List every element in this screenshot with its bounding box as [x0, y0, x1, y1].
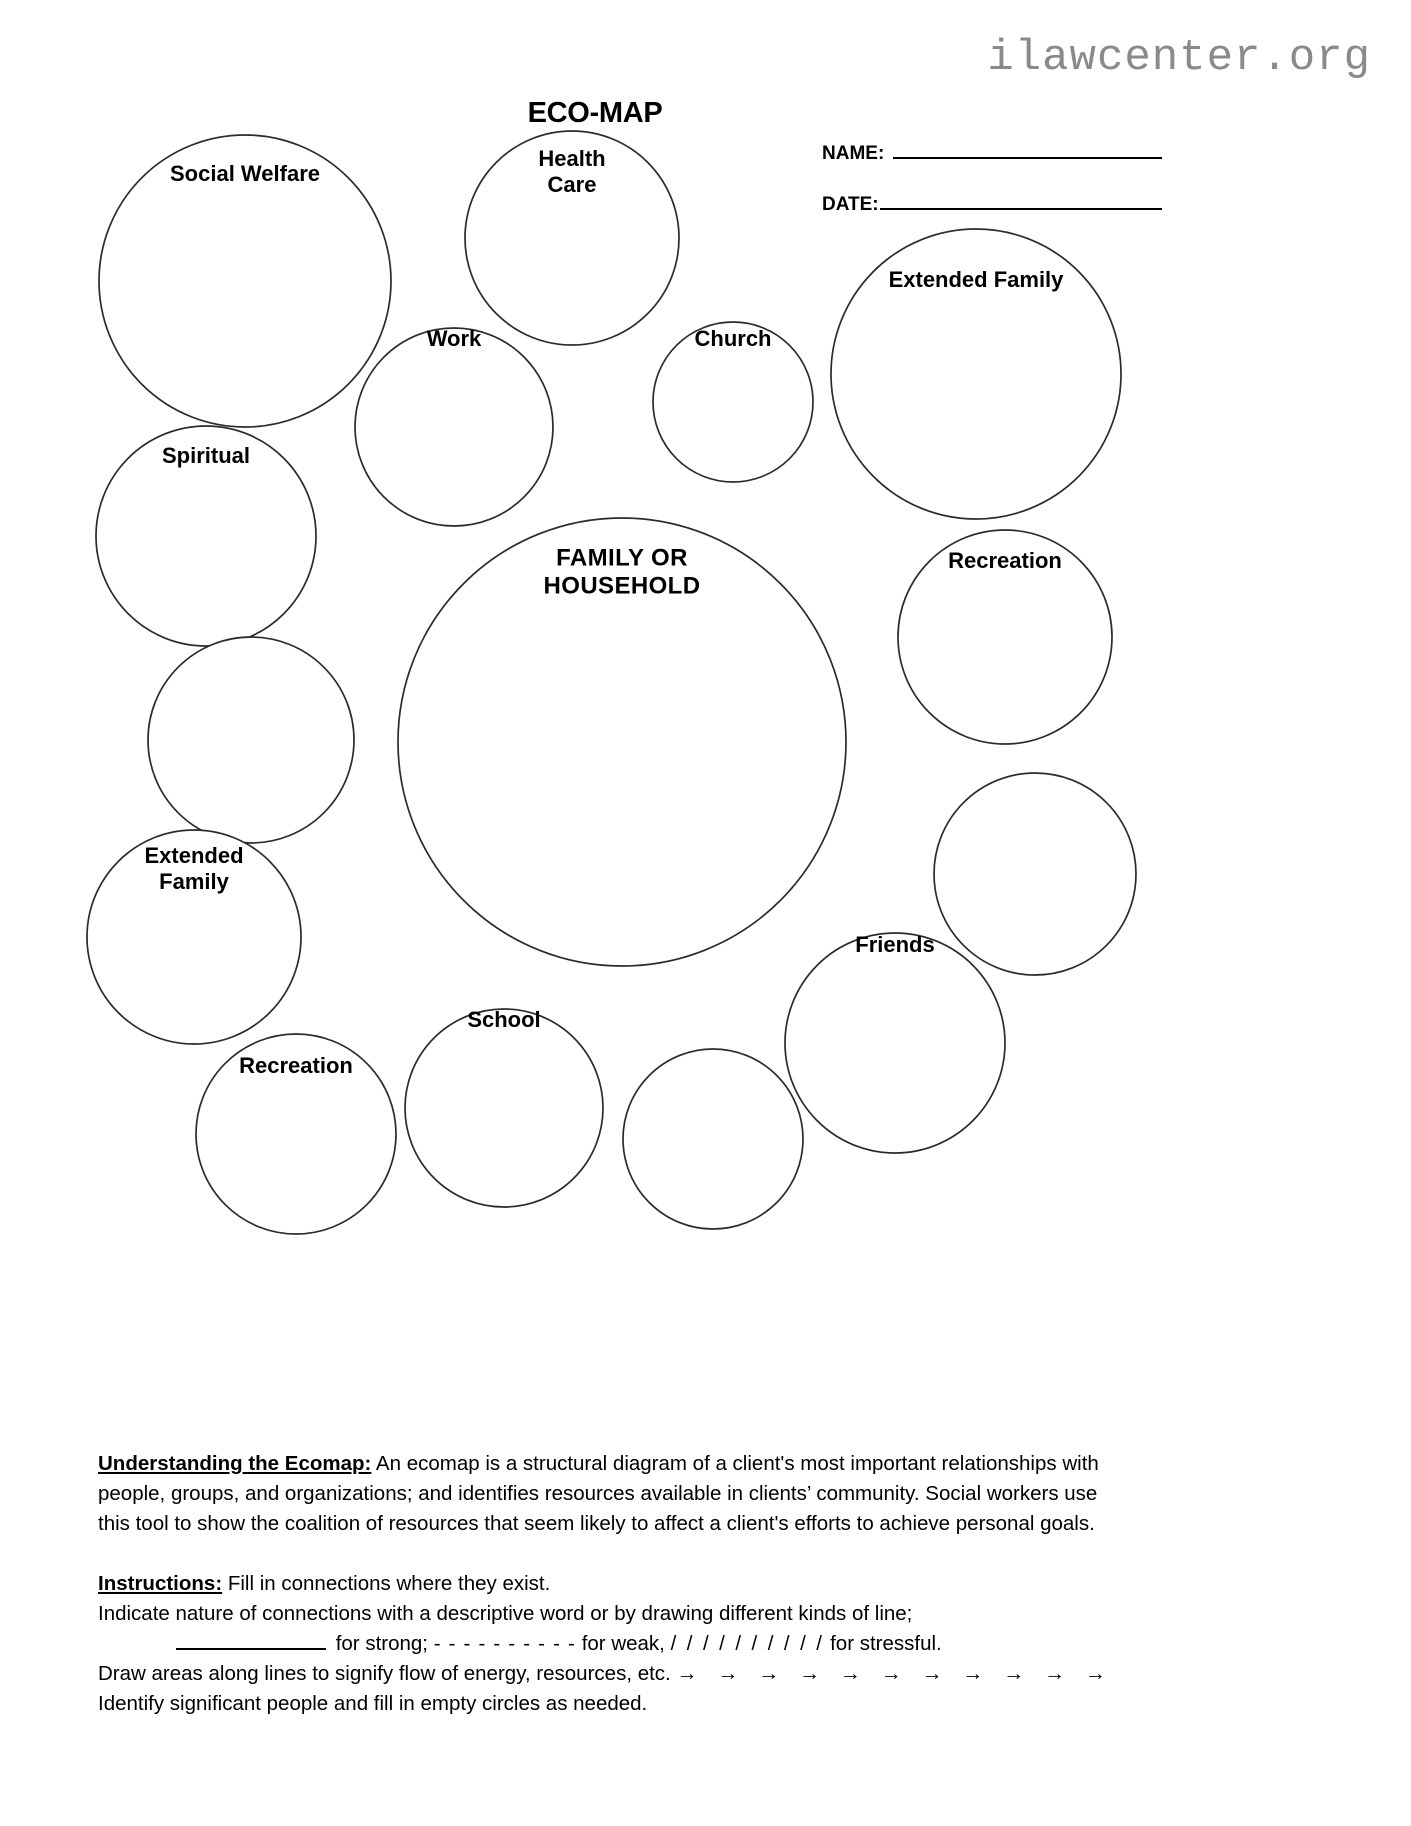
circle-outline — [405, 1006, 603, 1207]
understanding-paragraph — [98, 1449, 1118, 1539]
circle-outline — [623, 1049, 803, 1229]
node-label: Spiritual — [161, 442, 251, 468]
ecomap-node-extended-family-top-right[interactable] — [831, 229, 1121, 519]
instructions-line4-text: Draw areas along lines to signify flow of energy, resources, etc. — [98, 1661, 677, 1685]
instructions-legend-line — [98, 1629, 1118, 1659]
weak-line-sample: - - - - - - - - - - — [433, 1631, 577, 1655]
ecomap-node-empty-left-mid[interactable] — [148, 637, 354, 843]
node-label: Extended Family — [888, 266, 1064, 292]
center-label-line1: FAMILY OR — [556, 544, 688, 572]
legend-strong-label: for strong; — [330, 1631, 434, 1655]
node-label: Recreation — [239, 1052, 353, 1078]
circle-outline — [148, 637, 354, 843]
node-label: Church — [694, 325, 772, 351]
name-label: NAME: — [822, 143, 885, 164]
ecomap-node-recreation-bottom[interactable] — [196, 1034, 396, 1234]
node-label: Care — [547, 171, 597, 197]
ecomap-node-health-care[interactable] — [465, 131, 679, 345]
node-label: Friends — [855, 931, 935, 957]
notes-section — [98, 1449, 1118, 1749]
understanding-body: An ecomap is a structural diagram of a client's most important relationships with people, groups, and organizations; and identifies resources available in clients’ community. Social workers use this tool to show the coalition of resources that seem likely to affect a client's efforts to achieve personal goals. — [98, 1452, 1099, 1535]
node-label: School — [467, 1006, 541, 1032]
ecomap-node-extended-family-bottom-left[interactable] — [87, 830, 301, 1044]
site-watermark: ilawcenter.org — [987, 33, 1371, 83]
instructions-line1-text: Fill in connections where they exist. — [222, 1571, 551, 1595]
circle-outline — [355, 325, 553, 526]
node-label: Recreation — [948, 547, 1062, 573]
ecomap-node-social-welfare[interactable] — [99, 135, 391, 427]
circle-outline — [785, 933, 1005, 1153]
node-label: Health — [538, 145, 606, 171]
ecomap-node-empty-right-mid[interactable] — [934, 773, 1136, 975]
page-title: ECO-MAP — [527, 97, 663, 129]
ecomap-node-spiritual[interactable] — [96, 426, 316, 646]
instructions-paragraph — [98, 1569, 1118, 1719]
ecomap-node-empty-bottom[interactable] — [623, 1049, 803, 1229]
instructions-lead: Instructions: — [98, 1571, 223, 1595]
legend-weak-label: for weak, — [576, 1631, 671, 1655]
node-label: Extended — [144, 842, 244, 868]
node-label: Work — [426, 325, 482, 351]
circle-outline — [934, 773, 1136, 975]
instructions-line-2: Indicate nature of connections with a descriptive word or by drawing different kinds of line; — [98, 1601, 913, 1625]
legend-stressful-label: for stressful. — [824, 1631, 942, 1655]
ecomap-center-node[interactable] — [398, 518, 846, 966]
strong-line-sample — [176, 1634, 326, 1650]
understanding-lead: Understanding the Ecomap: — [98, 1452, 372, 1475]
instructions-line-4 — [98, 1659, 1118, 1690]
ecomap-node-work[interactable] — [355, 326, 553, 526]
date-label: DATE: — [822, 194, 879, 215]
ecomap-node-church[interactable] — [653, 322, 813, 482]
ecomap-node-school[interactable] — [405, 1007, 603, 1207]
instructions-line-5: Identify significant people and fill in empty circles as needed. — [98, 1692, 648, 1716]
instructions-line-1 — [98, 1569, 1118, 1599]
ecomap-node-recreation-right[interactable] — [898, 530, 1112, 744]
stressful-line-sample: / / / / / / / / / / — [670, 1631, 825, 1655]
ecomap-node-friends[interactable] — [785, 932, 1005, 1153]
center-label-line2: HOUSEHOLD — [543, 572, 701, 600]
node-label: Family — [159, 868, 229, 894]
energy-flow-arrows: → → → → → → → → → → → — [676, 1661, 1113, 1685]
node-label: Social Welfare — [170, 160, 320, 186]
